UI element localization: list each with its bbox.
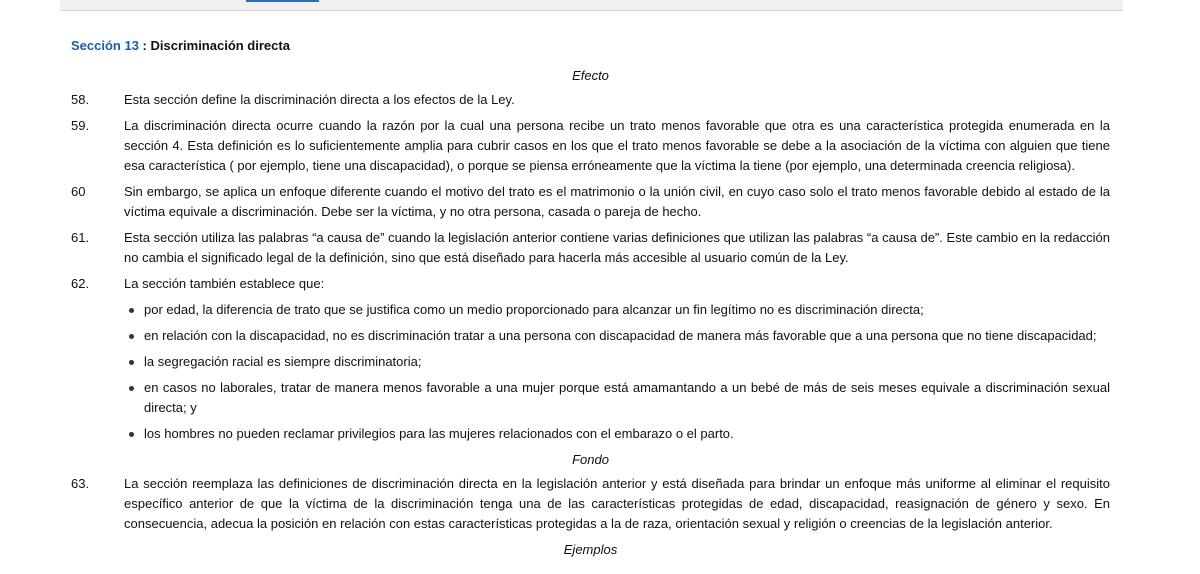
- active-tab-indicator[interactable]: [246, 0, 319, 2]
- bullet-icon: [129, 386, 134, 391]
- list-item: [124, 424, 1110, 444]
- paragraph-number: 62.: [71, 276, 90, 291]
- top-navigation-bar: [60, 0, 1123, 11]
- paragraph-text: La discriminación directa ocurre cuando la razón por la cual una persona recibe un trato menos favorable que otra es una característica protegida enumerada en la sección 4. Esta definición es lo suficientemente amplia para cubrir casos en los que el trato menos favorable se debe a la asociación de la víctima con alguien que tiene esa característica ( por ejemplo, tiene una discapacidad), o porque se piensa erróneamente que la víctima la tiene (por ejemplo, una determinada creencia religiosa).: [124, 118, 1110, 173]
- subheading-fondo: Fondo: [572, 452, 609, 467]
- paragraph-61: [71, 228, 1110, 268]
- paragraph-number: 59.: [71, 118, 90, 133]
- list-item: [124, 378, 1110, 418]
- list-item-text: en relación con la discapacidad, no es discriminación tratar a una persona con discapacidad de manera más favorable que a una persona que no tiene discapacidad;: [144, 328, 1097, 343]
- subheading-ejemplos: Ejemplos: [563, 542, 618, 557]
- document-body: [71, 64, 1110, 564]
- paragraph-number: 58.: [71, 92, 90, 107]
- bullet-icon: [129, 334, 134, 339]
- section-number-link[interactable]: Sección 13: [71, 38, 139, 53]
- paragraph-63: [71, 474, 1110, 534]
- paragraph-text: Esta sección utiliza las palabras “a causa de” cuando la legislación anterior contiene varias definiciones que utilizan las palabras “a causa de”. Este cambio en la redacción no cambia el significado legal de la definición, sino que está diseñado para hacerla más accesible al usuario común de la Ley.: [124, 230, 1110, 265]
- list-item-text: en casos no laborales, tratar de manera menos favorable a una mujer porque está amamantando a un bebé de más de seis meses equivale a discriminación sexual directa; y: [144, 380, 1110, 415]
- list-item: [124, 300, 1110, 320]
- section-heading: [71, 38, 290, 53]
- paragraph-text: La sección reemplaza las definiciones de discriminación directa en la legislación anterior y está diseñada para brindar un enfoque más uniforme al eliminar el requisito específico anterior de que la víctima de la discriminación tenga una de las características protegidas de edad, discapacidad, reasignación de género y sexo. En consecuencia, adecua la posición en relación con estas características protegidas a la de raza, orientación sexual y religión o creencias de la legislación anterior.: [124, 476, 1110, 531]
- paragraph-number: 60: [71, 184, 86, 199]
- bullet-icon: [129, 360, 134, 365]
- paragraph-number: 61.: [71, 230, 90, 245]
- bullet-icon: [129, 432, 134, 437]
- list-item-text: por edad, la diferencia de trato que se justifica como un medio proporcionado para alcanzar un fin legítimo no es discriminación directa;: [144, 302, 924, 317]
- list-item: [124, 326, 1110, 346]
- subheading-efecto: Efecto: [572, 68, 609, 83]
- paragraph-59: [71, 116, 1110, 176]
- paragraph-62: [71, 274, 1110, 294]
- paragraph-text: La sección también establece que:: [124, 276, 325, 291]
- list-item-text: la segregación racial es siempre discriminatoria;: [144, 354, 422, 369]
- list-item: [124, 352, 1110, 372]
- section-title: Discriminación directa: [150, 38, 290, 53]
- paragraph-60: [71, 182, 1110, 222]
- section-separator: :: [138, 38, 151, 53]
- paragraph-text: Sin embargo, se aplica un enfoque diferente cuando el motivo del trato es el matrimonio o la unión civil, en cuyo caso solo el trato menos favorable debido al estado de la víctima equivale a discriminación. Debe ser la víctima, y no otra persona, casada o pareja de hecho.: [124, 184, 1110, 219]
- bullet-icon: [129, 308, 134, 313]
- list-item-text: los hombres no pueden reclamar privilegios para las mujeres relacionados con el embarazo o el parto.: [144, 426, 734, 441]
- paragraph-text: Esta sección define la discriminación directa a los efectos de la Ley.: [124, 92, 515, 107]
- bullet-list: [124, 300, 1110, 444]
- paragraph-number: 63.: [71, 476, 90, 491]
- paragraph-58: [71, 90, 1110, 110]
